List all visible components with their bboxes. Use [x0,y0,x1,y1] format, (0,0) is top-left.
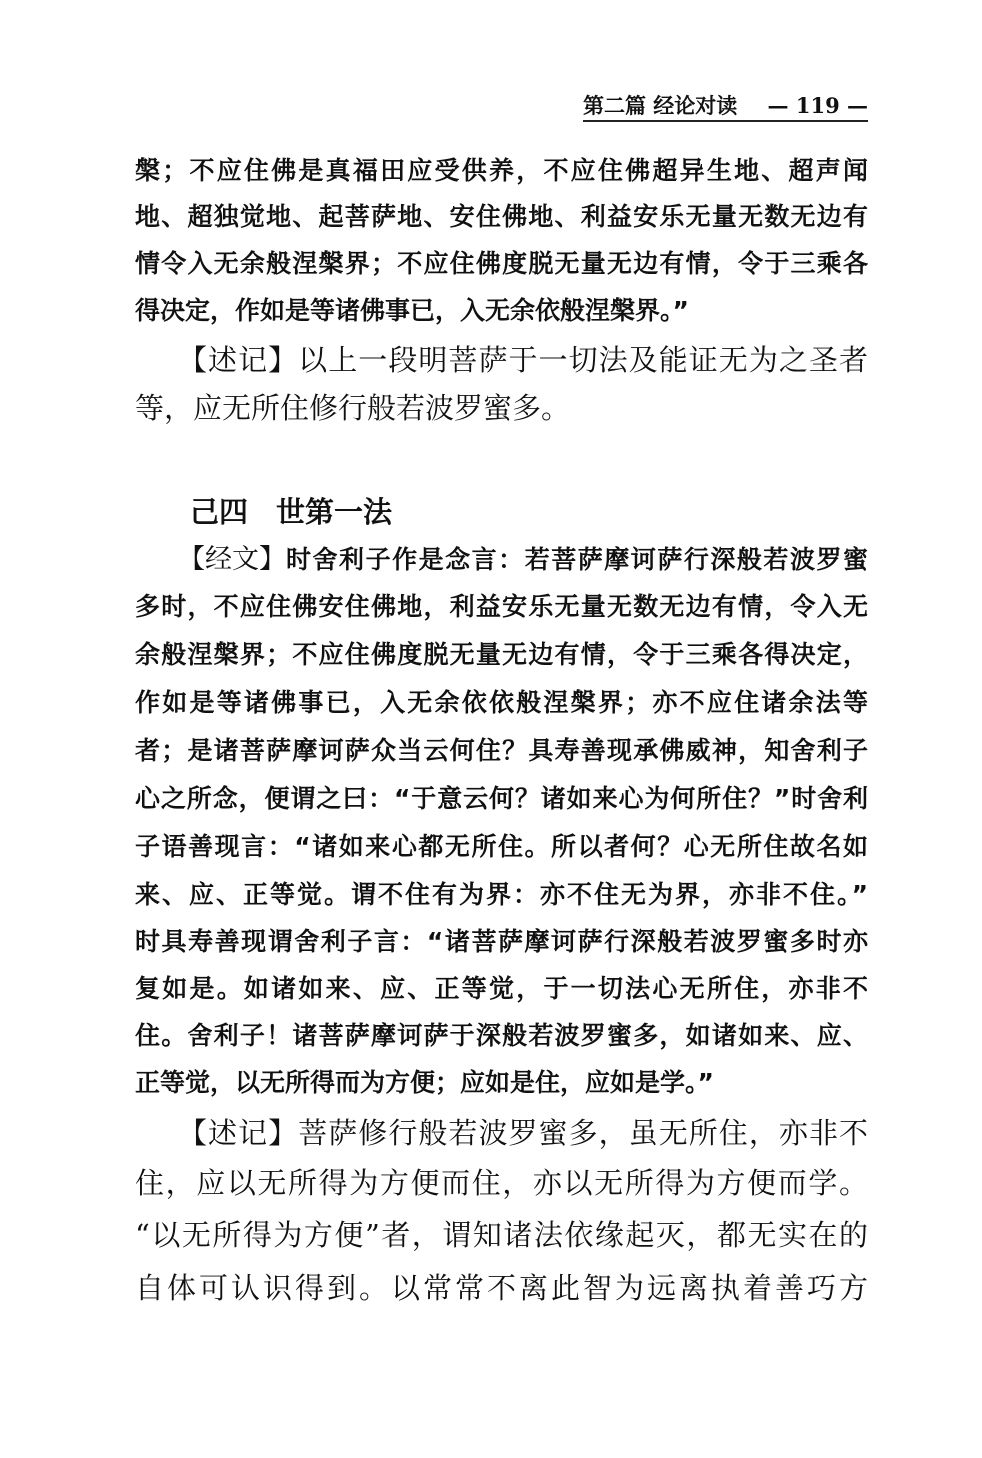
text-line: 地、超独觉地、起菩萨地、安住佛地、利益安乐无量无数无边有 [135,202,868,231]
text-line: 余般涅槃界；不应住佛度脱无量无边有情，令于三乘各得决定， [135,640,868,669]
text-line: 时具寿善现谓舍利子言：“诸菩萨摩诃萨行深般若波罗蜜多时亦 [135,927,868,956]
commentary-line: 住，应以无所得为方便而住，亦以无所得为方便而学。 [135,1166,868,1200]
text-line: 情令入无余般涅槃界；不应住佛度脱无量无边有情，令于三乘各 [135,249,868,278]
text-line: 复如是。如诸如来、应、正等觉，于一切法心无所住，亦非不 [135,974,868,1003]
section-title: 世第一法 [276,495,393,529]
header-title: 第二篇 经论对读 [583,93,738,118]
text-line: 者；是诸菩萨摩诃萨众当云何住？具寿善现承佛威神，知舍利子 [135,736,868,765]
text-line: 子语善现言：“诸如来心都无所住。所以者何？心无所住故名如 [135,832,868,861]
commentary-line: 【述记】菩萨修行般若波罗蜜多，虽无所住，亦非不 [178,1116,868,1150]
sutra-first-line [178,538,868,582]
text-line: 心之所念，便谓之曰：“于意云何？诸如来心为何所住？”时舍利 [135,784,868,813]
running-header [583,90,868,122]
text-line: 得决定，作如是等诸佛事已，入无余依般涅槃界。” [135,296,689,325]
text-line: 多时，不应住佛安住佛地，利益安乐无量无数无边有情，令入无 [135,592,868,621]
commentary-line: 【述记】以上一段明菩萨于一切法及能证无为之圣者 [178,343,868,377]
commentary-line: 自体可认识得到。以常常不离此智为远离执着善巧方 [135,1271,868,1305]
section-number: 己四 [190,495,249,529]
section-heading [190,490,420,531]
text-line: 作如是等诸佛事已，入无余依依般涅槃界；亦不应住诸余法等 [135,688,868,717]
text-line: 时舍利子作是念言：若菩萨摩诃萨行深般若波罗蜜 [286,545,868,574]
text-line: 正等觉，以无所得而为方便；应如是住，应如是学。” [135,1068,714,1097]
commentary-line: 等，应无所住修行般若波罗蜜多。 [135,391,571,425]
text-line: 住。舍利子！诸菩萨摩诃萨于深般若波罗蜜多，如诸如来、应、 [135,1021,868,1050]
page-number: — 119 — [767,92,868,118]
commentary-line: “以无所得为方便”者，谓知诸法依缘起灭，都无实在的 [135,1218,868,1252]
text-line: 来、应、正等觉。谓不住有为界：亦不住无为界，亦非不住。” [135,880,868,909]
text-line: 槃；不应住佛是真福田应受供养，不应住佛超异生地、超声闻 [135,156,868,185]
sutra-label: 【经文】 [178,544,286,575]
